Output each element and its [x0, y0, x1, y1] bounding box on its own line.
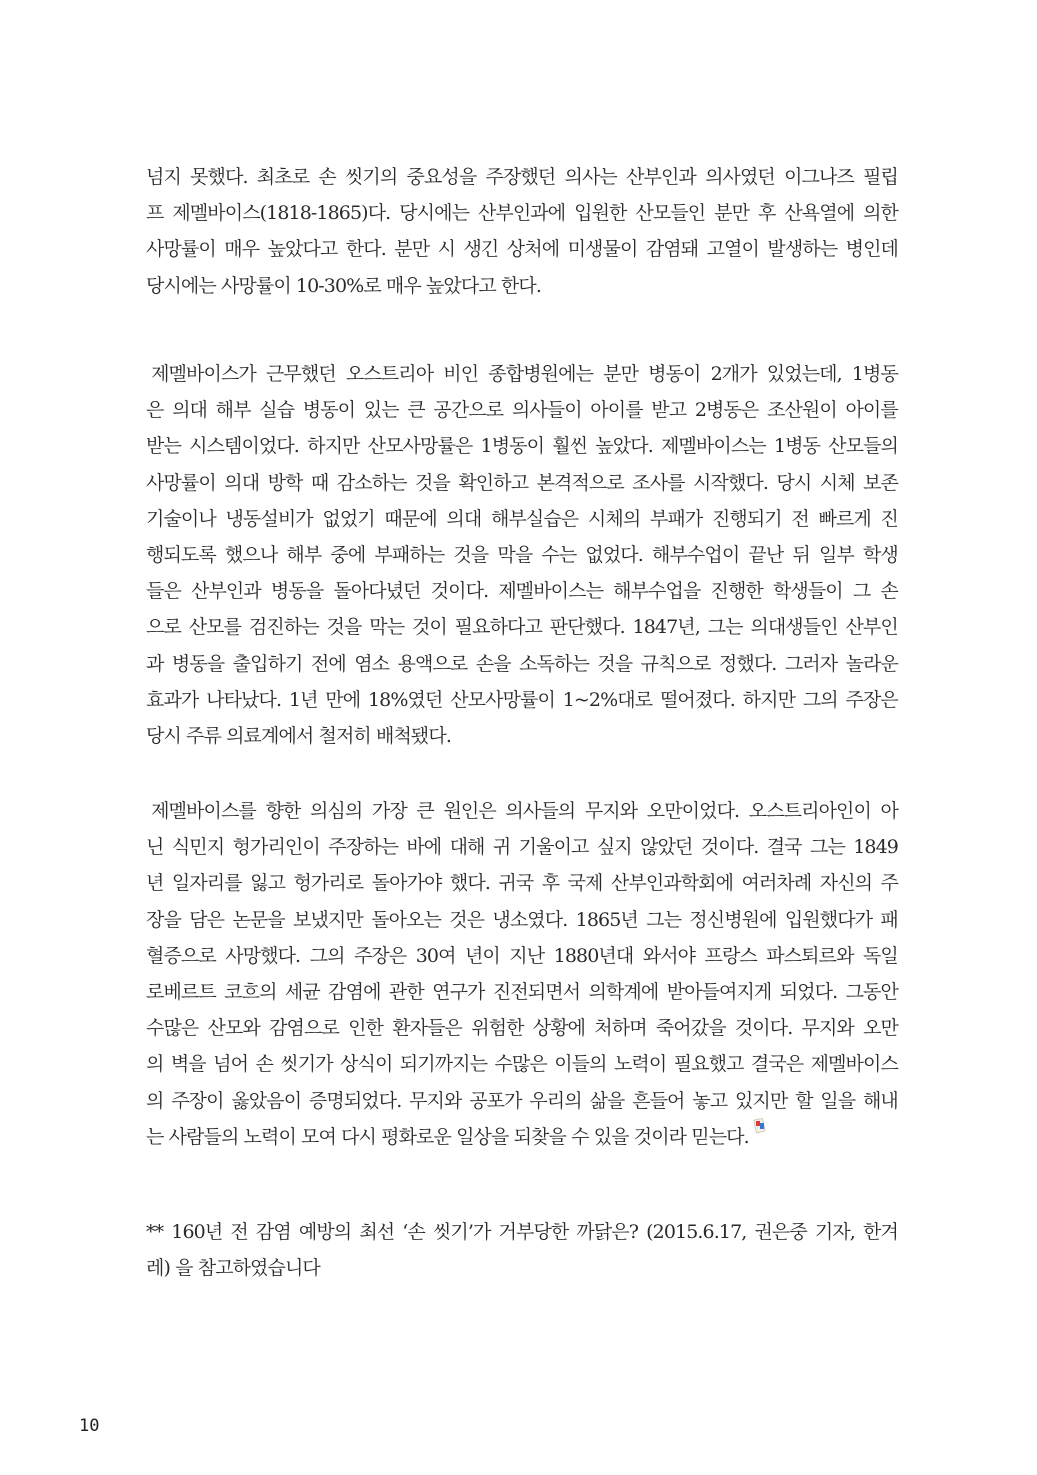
- text-line: 은 의대 해부 실습 병동이 있는 큰 공간으로 의사들이 아이를 받고 2병동은 조산원이 아이를: [146, 399, 898, 422]
- text-line: 레) 을 참고하였습니다: [146, 1257, 320, 1280]
- text-line: 행되도록 했으나 해부 중에 부패하는 것을 막을 수는 없었다. 해부수업이 끝난 뒤 일부 학생: [146, 544, 898, 566]
- text-line: 당시 주류 의료계에서 철저히 배척됐다.: [146, 725, 451, 747]
- decorative-sticker-icon: [753, 1117, 767, 1135]
- text-line: 제멜바이스가 근무했던 오스트리아 비인 종합병원에는 분만 병동이 2개가 있었는데, 1병동: [146, 363, 898, 385]
- text-line: 사망률이 의대 방학 때 감소하는 것을 확인하고 본격적으로 조사를 시작했다. 당시 시체 보존: [146, 471, 898, 494]
- text-line: 사망률이 매우 높았다고 한다. 분만 시 생긴 상처에 미생물이 감염돼 고열이 발생하는 병인데: [146, 238, 898, 261]
- text-line: 기술이나 냉동설비가 없었기 때문에 의대 해부실습은 시체의 부패가 진행되기 전 빠르게 진: [146, 507, 898, 530]
- text-line: 들은 산부인과 병동을 돌아다녔던 것이다. 제멜바이스는 해부수업을 진행한 학생들이 그 손: [146, 580, 898, 603]
- text-line: 당시에는 사망률이 10-30%로 매우 높았다고 한다.: [146, 274, 541, 297]
- text-line: 장을 담은 논문을 보냈지만 돌아오는 것은 냉소였다. 1865년 그는 정신병원에 입원했다가 패: [146, 908, 898, 931]
- text-line: 과 병동을 출입하기 전에 염소 용액으로 손을 소독하는 것을 규칙으로 정했다. 그러자 놀라운: [146, 652, 898, 675]
- text-line: 효과가 나타났다. 1년 만에 18%였던 산모사망률이 1~2%대로 떨어졌다. 하지만 그의 주장은: [146, 688, 898, 711]
- text-line: 닌 식민지 헝가리인이 주장하는 바에 대해 귀 기울이고 싶지 않았던 것이다. 결국 그는 1849: [146, 836, 898, 859]
- text-line: 넘지 못했다. 최초로 손 씻기의 중요성을 주장했던 의사는 산부인과 의사였던 이그나즈 필립: [146, 166, 898, 188]
- text-line: 으로 산모를 검진하는 것을 막는 것이 필요하다고 판단했다. 1847년, 그는 의대생들인 산부인: [146, 616, 898, 639]
- text-line: 프 제멜바이스(1818-1865)다. 당시에는 산부인과에 입원한 산모들인 분만 후 산욕열에 의한: [146, 202, 898, 225]
- text-line: 수많은 산모와 감염으로 인한 환자들은 위험한 상황에 처하며 죽어갔을 것이다. 무지와 오만: [146, 1017, 898, 1040]
- text-line: 로베르트 코흐의 세균 감염에 관한 연구가 진전되면서 의학계에 받아들여지게 되었다. 그동안: [146, 981, 898, 1003]
- text-line: 는 사람들의 노력이 모여 다시 평화로운 일상을 되찾을 수 있을 것이라 믿는다.: [146, 1120, 898, 1154]
- text-line: 의 주장이 옳았음이 증명되었다. 무지와 공포가 우리의 삶을 흔들어 놓고 있지만 할 일을 해내: [146, 1089, 898, 1112]
- text-line: 년 일자리를 잃고 헝가리로 돌아가야 했다. 귀국 후 국제 산부인과학회에 여러차례 자신의 주: [146, 872, 898, 895]
- text-line: 제멜바이스를 향한 의심의 가장 큰 원인은 의사들의 무지와 오만이었다. 오스트리아인이 아: [146, 800, 898, 822]
- text-line: ** 160년 전 감염 예방의 최선 ‘손 씻기’가 거부당한 까닭은? (2015.6.17, 권은중 기자, 한겨: [146, 1221, 898, 1243]
- text-line: 받는 시스템이었다. 하지만 산모사망률은 1병동이 훨씬 높았다. 제멜바이스는 1병동 산모들의: [146, 435, 898, 458]
- page-number: 10: [79, 1416, 100, 1436]
- text-line: 의 벽을 넘어 손 씻기가 상식이 되기까지는 수많은 이들의 노력이 필요했고 결국은 제멜바이스: [146, 1053, 898, 1076]
- text-line: 혈증으로 사망했다. 그의 주장은 30여 년이 지난 1880년대 와서야 프랑스 파스퇴르와 독일: [146, 944, 898, 967]
